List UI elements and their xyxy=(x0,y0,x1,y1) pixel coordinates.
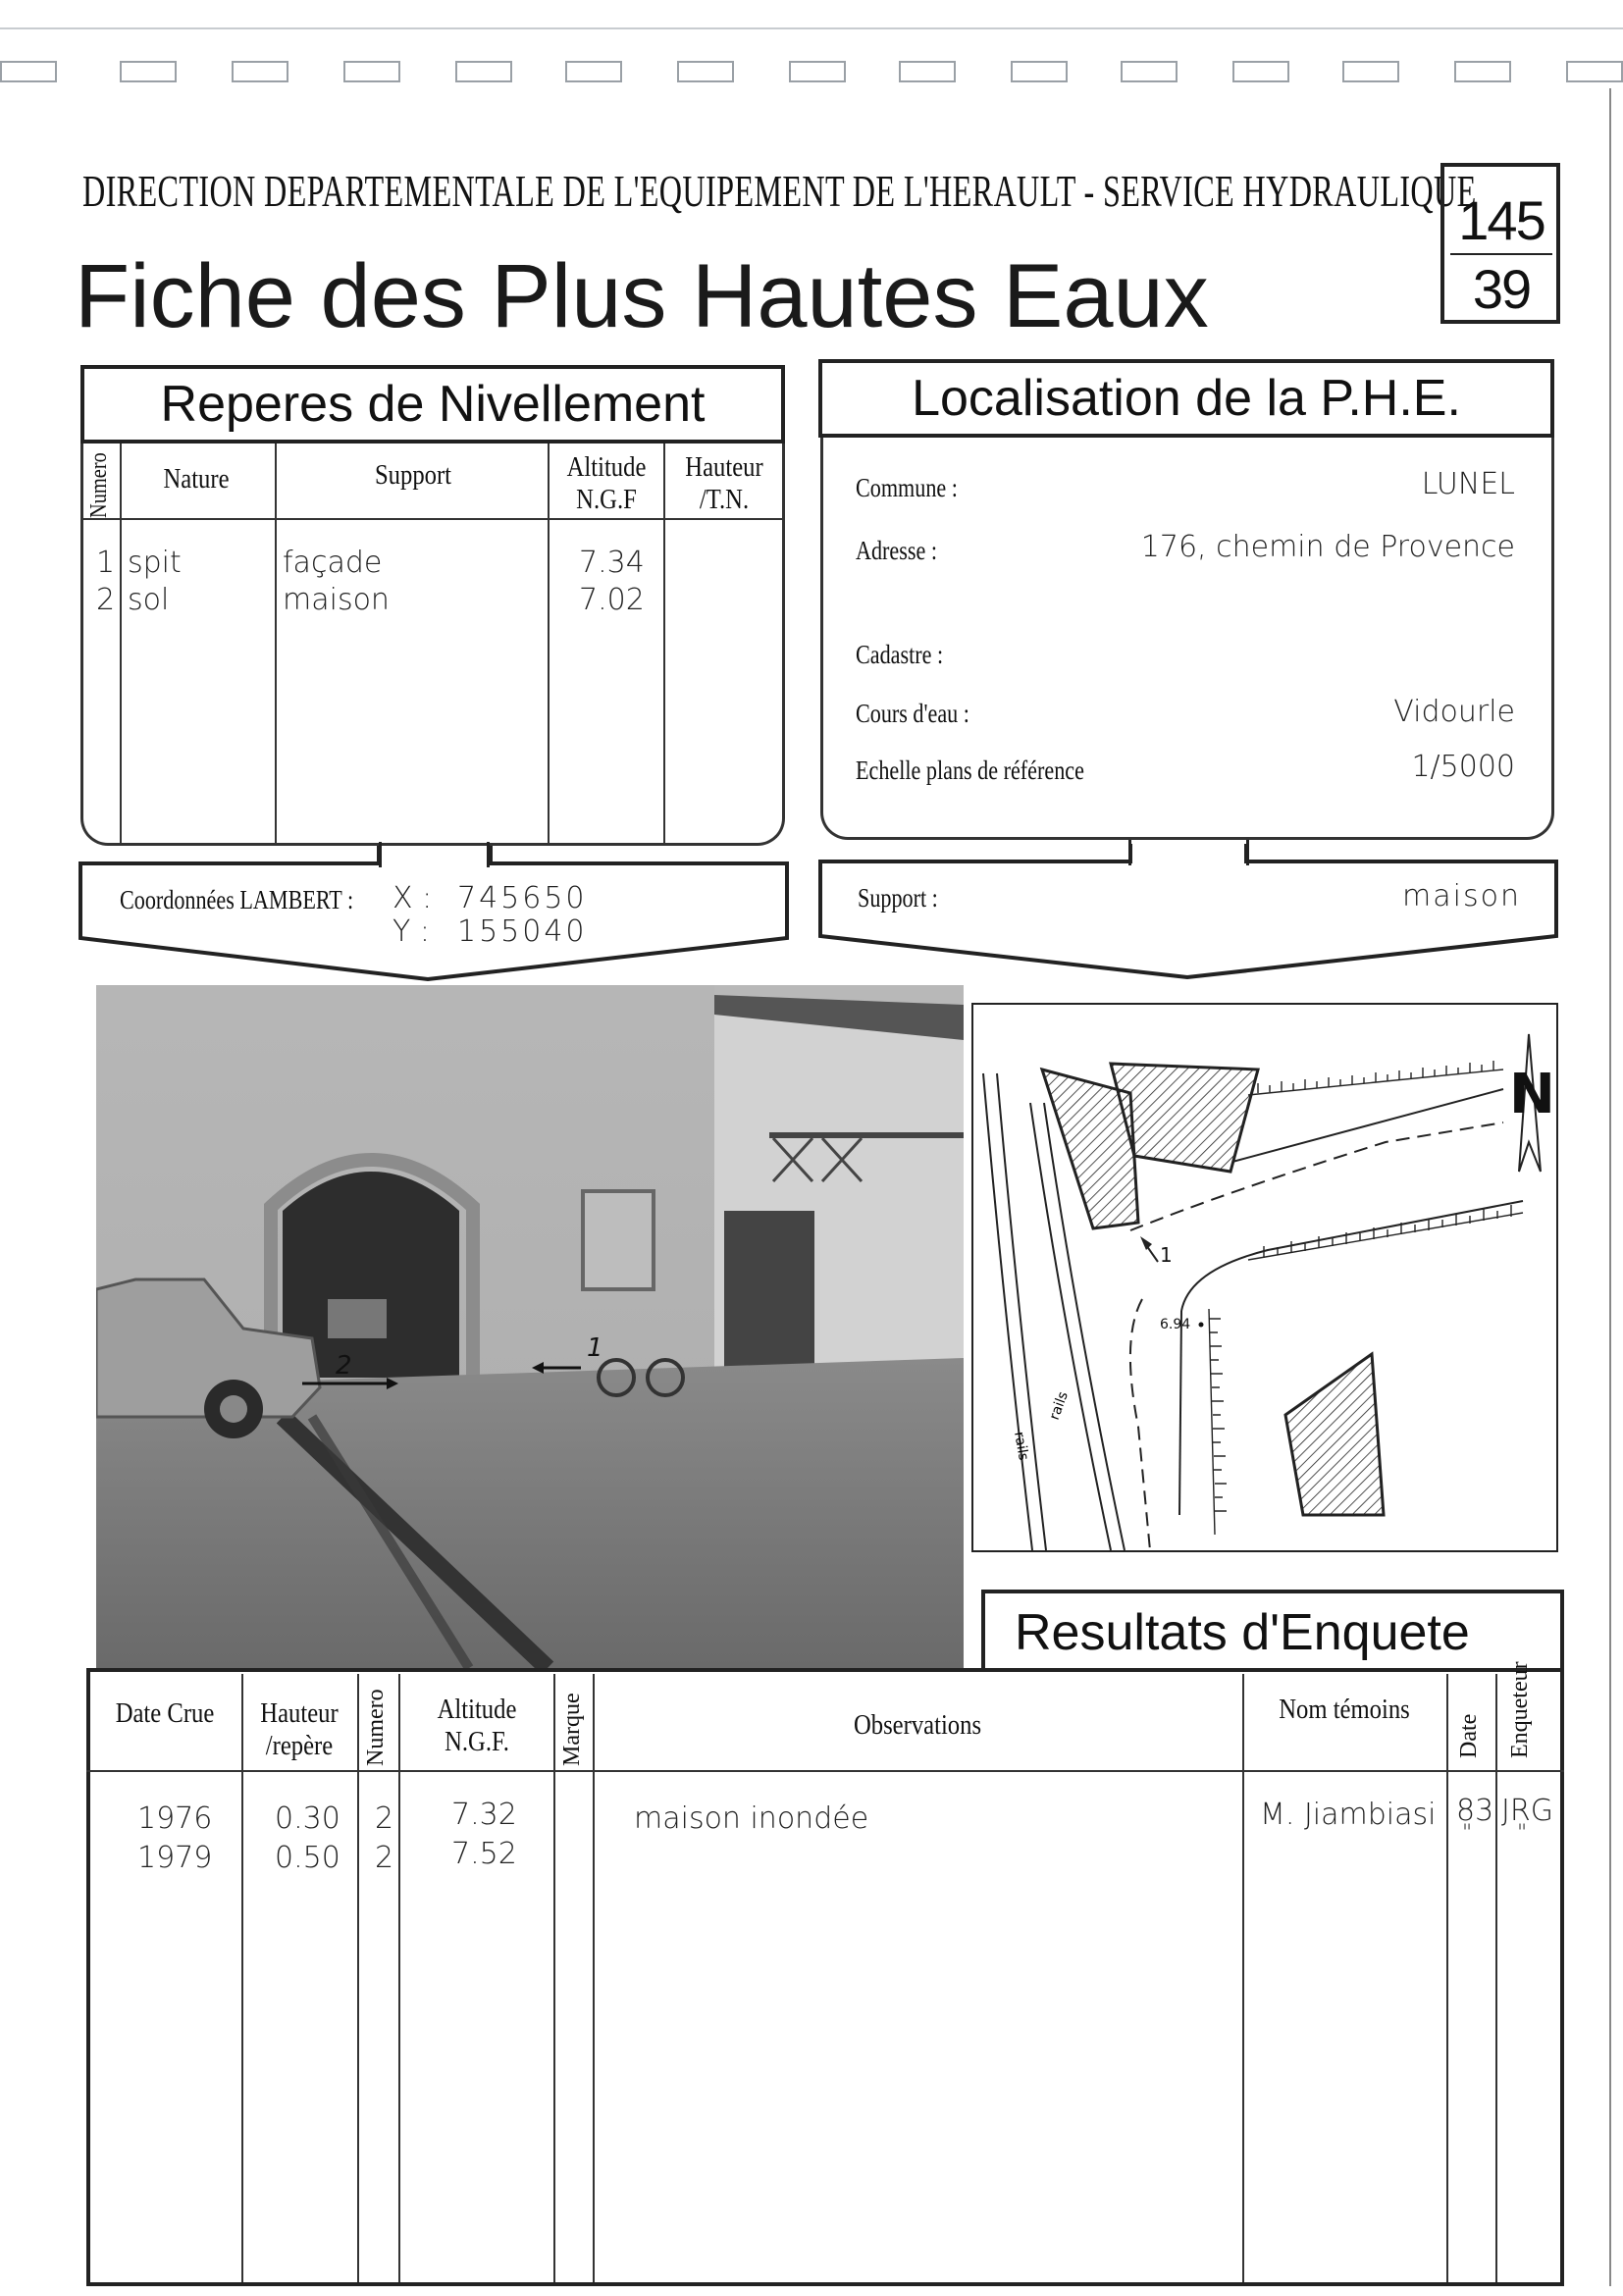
binder-hole xyxy=(1121,61,1178,82)
reference-box xyxy=(1440,163,1560,324)
echelle-value: 1/5000 xyxy=(1411,750,1515,784)
resultats-col-marque: Marque xyxy=(559,1693,585,1766)
north-indicator: N xyxy=(1509,1063,1555,1126)
col-line xyxy=(548,444,550,846)
reperes-row-numero: 1 xyxy=(96,546,116,580)
resultats-row-observations: maison inondée xyxy=(634,1801,869,1836)
page-title: Fiche des Plus Hautes Eaux xyxy=(75,246,1209,346)
resultats-col-hauteur: Hauteur /repère xyxy=(260,1697,339,1762)
resultats-header-line xyxy=(86,1770,1564,1772)
reperes-col-numero: Numero xyxy=(86,452,112,518)
site-photo xyxy=(96,985,964,1668)
coordonnees-x-label: X : xyxy=(393,881,433,915)
cadastre-label: Cadastre : xyxy=(856,640,944,669)
commune-value: LUNEL xyxy=(1421,467,1515,501)
rails-label: rails xyxy=(1046,1389,1072,1423)
reference-number-top: 145 xyxy=(1458,189,1544,251)
resultats-row-date: 83 xyxy=(1456,1794,1494,1828)
cours-value: Vidourle xyxy=(1393,695,1515,729)
resultats-col-enqueteur: Enqueteur xyxy=(1507,1661,1533,1758)
col-line xyxy=(593,1674,595,2282)
adresse-value: 176, chemin de Provence xyxy=(1140,530,1515,564)
reperes-row-nature: spit xyxy=(128,546,182,580)
binder-hole xyxy=(232,61,288,82)
reperes-title: Reperes de Nivellement xyxy=(160,376,706,433)
reference-divider xyxy=(1450,253,1552,255)
support-value: maison xyxy=(1402,879,1521,913)
resultats-col-observations: Observations xyxy=(853,1709,982,1741)
rails-label: rails xyxy=(1011,1430,1031,1462)
echelle-label: Echelle plans de référence xyxy=(856,756,1084,785)
col-line xyxy=(1242,1674,1244,2282)
localisation-title-box xyxy=(818,359,1554,438)
coordonnees-y-label: Y : xyxy=(393,914,430,949)
resultats-row-date-crue: 1979 xyxy=(137,1841,213,1875)
col-line xyxy=(398,1674,400,2282)
support-arrow-box xyxy=(814,840,1564,987)
localisation-title: Localisation de la P.H.E. xyxy=(912,370,1461,427)
reperes-title-box xyxy=(80,365,785,444)
photo-marker-2: 2 xyxy=(336,1351,352,1381)
resultats-col-altitude: Altitude N.G.F. xyxy=(437,1694,517,1758)
binder-hole xyxy=(455,61,512,82)
reperes-row-numero: 2 xyxy=(96,583,116,617)
resultats-row-hauteur: 0.50 xyxy=(275,1841,340,1875)
adresse-label: Adresse : xyxy=(856,536,938,565)
reperes-header-line xyxy=(80,518,785,520)
binder-hole xyxy=(1342,61,1399,82)
col-line xyxy=(357,1674,359,2282)
binder-hole xyxy=(0,61,57,82)
binder-hole xyxy=(1011,61,1068,82)
plan-spot-height: 6.94 xyxy=(1160,1317,1191,1332)
reperes-row-altitude: 7.34 xyxy=(579,546,645,580)
resultats-row-enqueteur: " xyxy=(1517,1821,1528,1846)
reference-number-bottom: 39 xyxy=(1472,258,1531,320)
col-line xyxy=(120,444,122,846)
binder-hole xyxy=(899,61,956,82)
resultats-row-date-crue: 1976 xyxy=(137,1801,213,1836)
reperes-row-support: maison xyxy=(283,583,390,617)
plan-repere-label: 1 xyxy=(1160,1243,1173,1267)
spot-height-marker xyxy=(1199,1323,1204,1328)
col-line xyxy=(553,1674,555,2282)
resultats-row-numero: 2 xyxy=(375,1801,394,1836)
resultats-title-box xyxy=(981,1590,1564,1668)
col-line xyxy=(663,444,665,846)
binder-hole xyxy=(1566,61,1623,82)
location-plan-drawing xyxy=(973,1005,1556,1550)
resultats-row-enqueteur: JRG xyxy=(1501,1794,1553,1828)
reperes-row-nature: sol xyxy=(128,583,170,617)
binder-hole xyxy=(1454,61,1511,82)
reperes-row-support: façade xyxy=(283,546,383,580)
resultats-col-nom: Nom témoins xyxy=(1279,1694,1410,1725)
binder-top-line xyxy=(0,27,1623,29)
support-label: Support : xyxy=(858,883,938,913)
binder-hole xyxy=(565,61,622,82)
binder-hole xyxy=(343,61,400,82)
coordonnees-y-value: 155040 xyxy=(457,914,588,949)
binder-hole xyxy=(789,61,846,82)
resultats-row-date: " xyxy=(1462,1821,1473,1846)
coordonnees-x-value: 745650 xyxy=(457,881,588,915)
reperes-col-support: Support xyxy=(374,459,452,491)
col-line xyxy=(275,444,277,846)
resultats-row-numero: 2 xyxy=(375,1841,394,1875)
resultats-col-date: Date xyxy=(1456,1713,1482,1758)
reperes-col-hauteur: Hauteur /T.N. xyxy=(685,451,763,516)
reperes-col-nature: Nature xyxy=(163,463,230,495)
coordonnees-arrow-box xyxy=(75,842,793,989)
col-line xyxy=(1495,1674,1497,2282)
resultats-col-numero: Numero xyxy=(363,1689,389,1766)
resultats-row-altitude: 7.52 xyxy=(451,1837,517,1871)
col-line xyxy=(241,1674,243,2282)
resultats-row-nom: M. Jiambiasi xyxy=(1260,1798,1437,1832)
page-right-edge xyxy=(1609,88,1611,2286)
resultats-col-date-crue: Date Crue xyxy=(115,1697,215,1729)
cours-label: Cours d'eau : xyxy=(856,699,969,728)
binder-hole xyxy=(1232,61,1289,82)
col-line xyxy=(1446,1674,1448,2282)
reperes-row-altitude: 7.02 xyxy=(579,583,645,617)
binder-hole xyxy=(677,61,734,82)
reperes-col-altitude: Altitude N.G.F xyxy=(566,451,647,516)
resultats-title: Resultats d'Enquete xyxy=(1015,1604,1470,1661)
direction-heading: DIRECTION DEPARTEMENTALE DE L'EQUIPEMENT DE L'HERAULT - SERVICE HYDRAULIQUE xyxy=(82,166,1477,216)
resultats-row-altitude: 7.32 xyxy=(451,1798,517,1832)
resultats-row-hauteur: 0.30 xyxy=(275,1801,340,1836)
binder-hole xyxy=(120,61,177,82)
commune-label: Commune : xyxy=(856,473,958,502)
coordonnees-label: Coordonnées LAMBERT : xyxy=(120,885,354,914)
photo-marker-1: 1 xyxy=(587,1333,603,1363)
